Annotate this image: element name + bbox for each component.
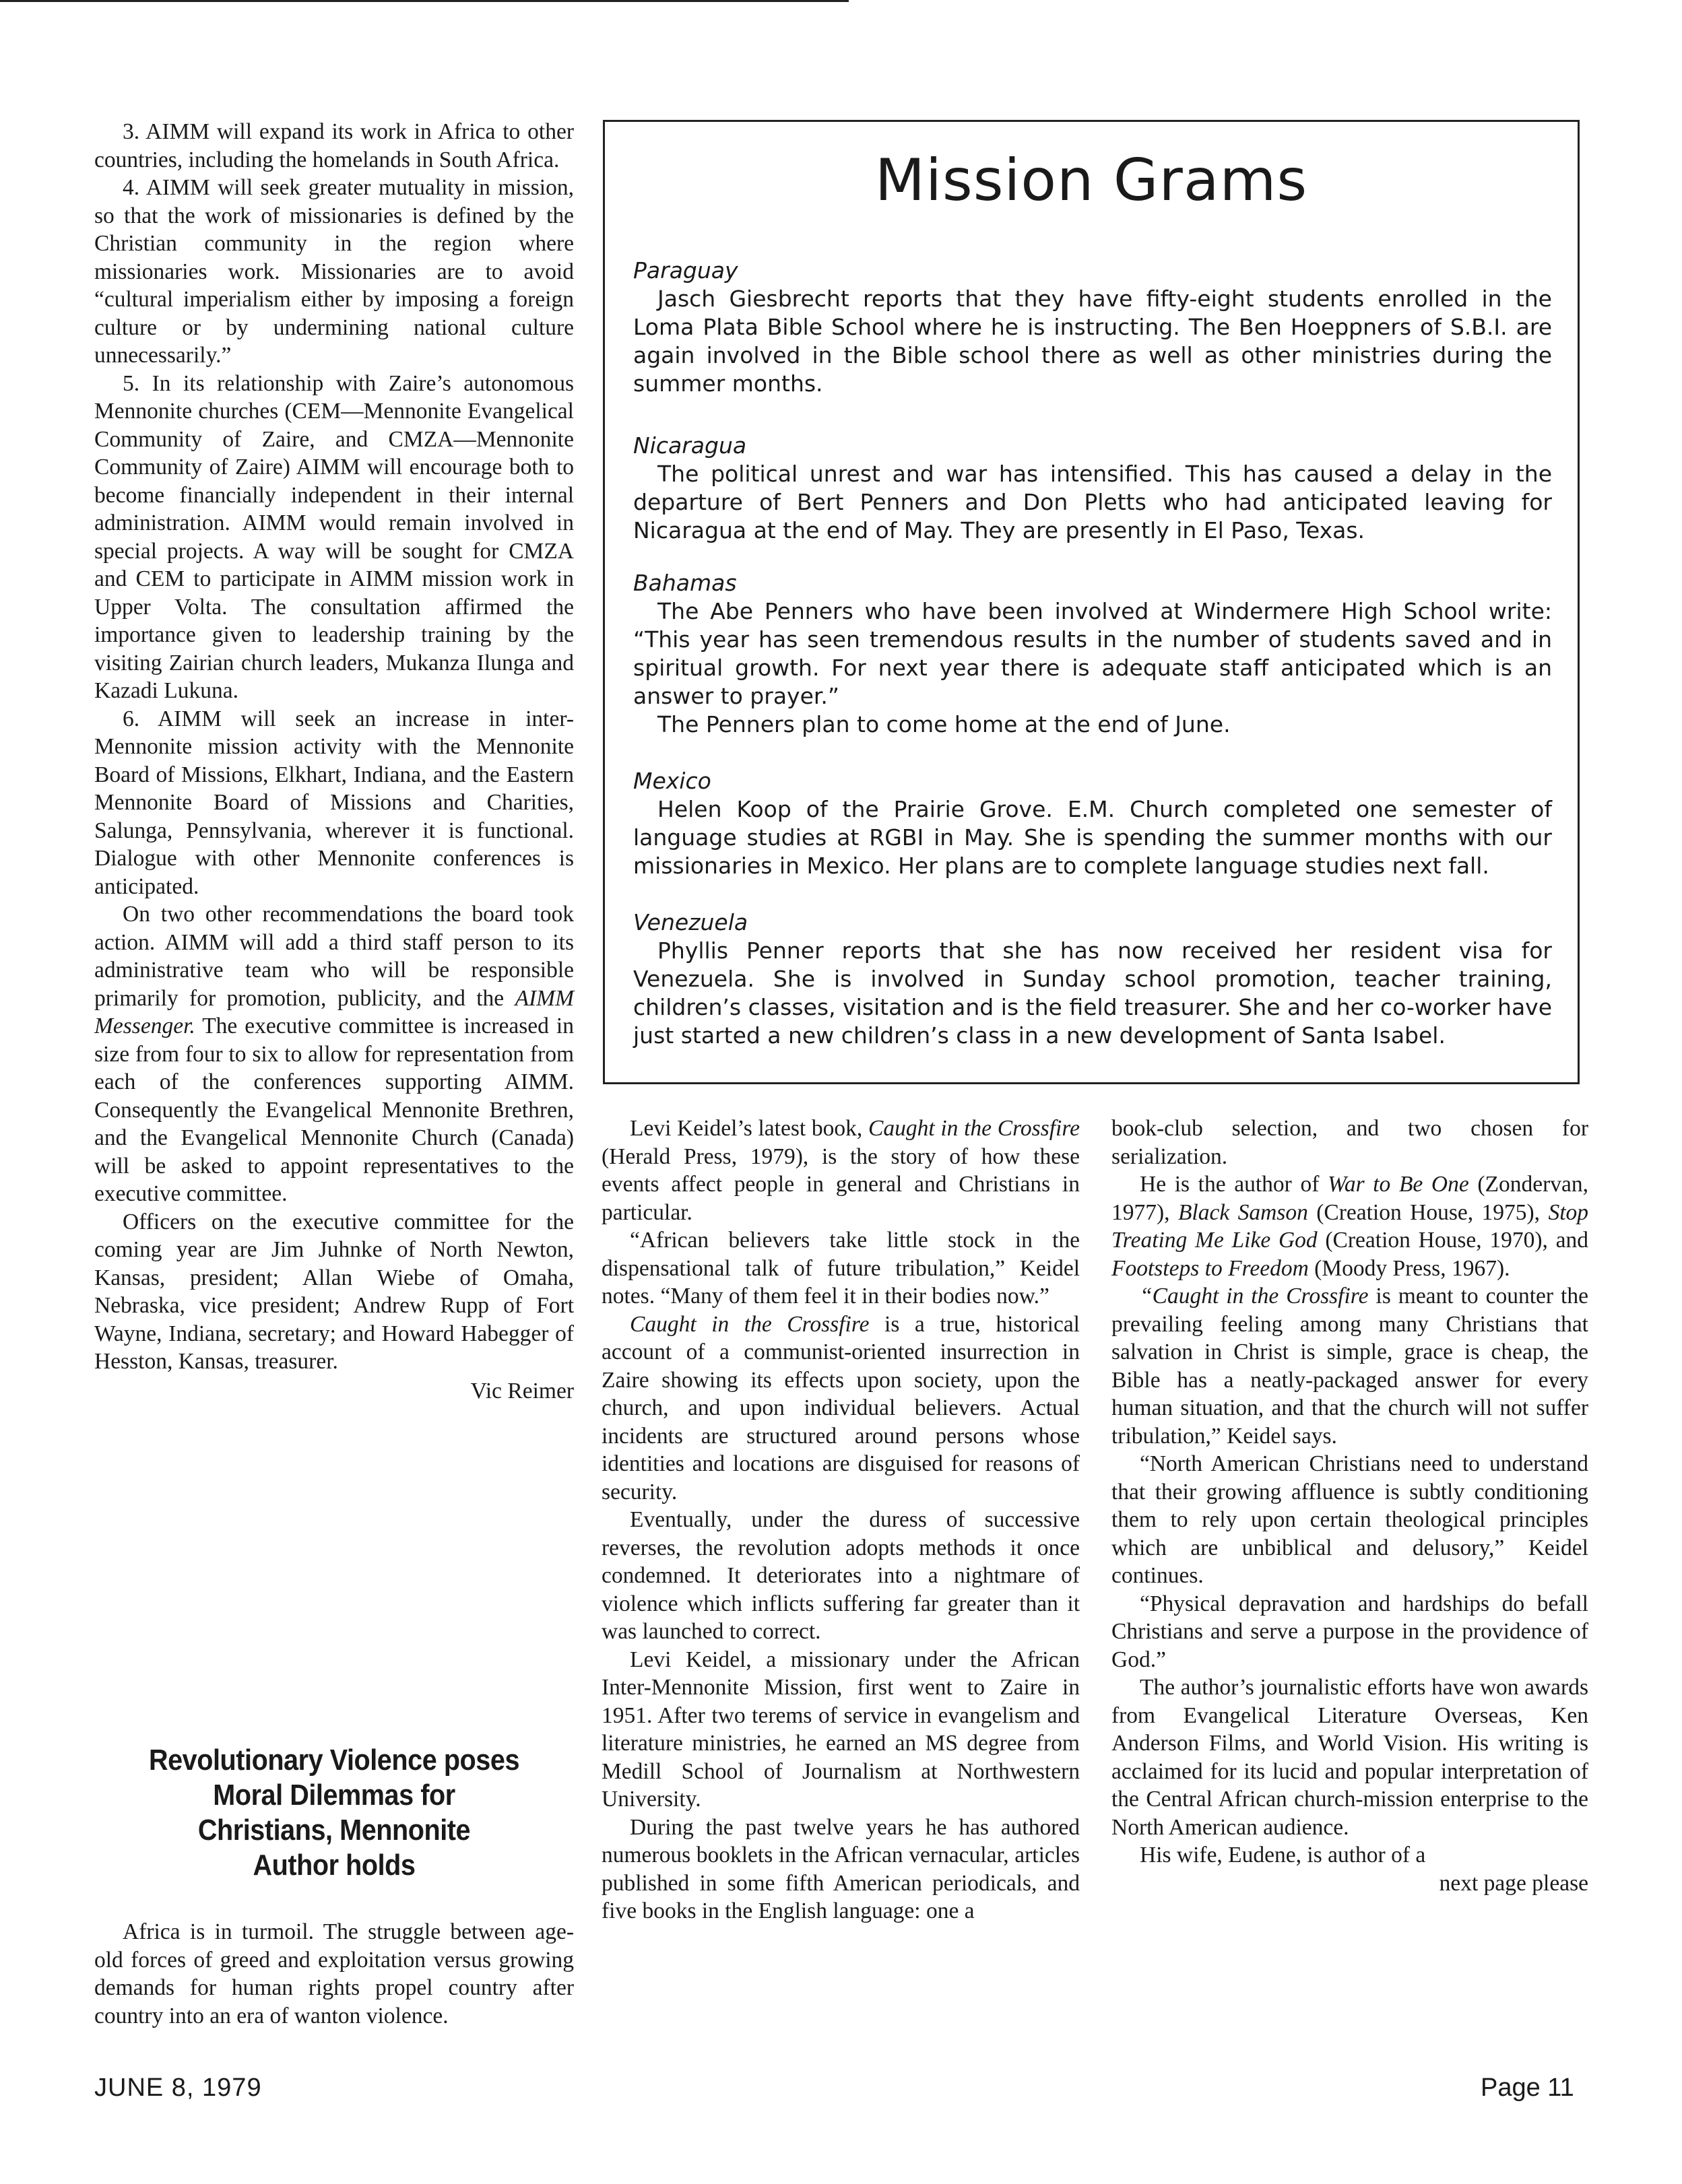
paragraph-item-5: 5. In its relationship with Zaire’s autonomous Mennonite churches (CEM—Mennonite Evangelical Community of Zaire, and CMZA—Mennonite Community of Zaire) AIMM will encourage both to become financially independent in their internal administration. AIMM would remain involved in special projects. A way will be sought for CMZA and CEM to participate in AIMM mission work in Upper Volta. The consultation affirmed the importance given to leadership training by the visiting Zairian church leaders, Mukanza Ilunga and Kazadi Lukuna. bbox=[94, 370, 574, 703]
paragraph: He is the author of War to Be One (Zondervan, 1977), Black Samson (Creation House, 1975), Stop Treating Me Like God (Creation House, 1970), and Footsteps to Freedom (Moody Press, 1967). bbox=[1111, 1172, 1589, 1281]
paragraph: “North American Christians need to understand that their growing affluence is subtly conditioning them to rely upon certain theological principles which are unbiblical and delusory,” Keidel continues. bbox=[1111, 1451, 1588, 1588]
mission-grams-title: Mission Grams bbox=[874, 147, 1308, 214]
paragraph: His wife, Eudene, is author of a bbox=[1140, 1843, 1426, 1867]
gram-place: Mexico bbox=[633, 768, 711, 794]
paragraph-item-6: 6. AIMM will seek an increase in inter-Mennonite mission activity with the Mennonite Board of Missions, Elkhart, Indiana, and the Eastern Mennonite Board of Missions and Charities, Salunga, Pennsylvania, wherever it is functional. Dialogue with other Mennonite conferences is anticipated. bbox=[94, 706, 574, 899]
paragraph: Eventually, under the duress of successive reverses, the revolution adopts methods it once condemned. It deteriorates into a nightmare of violence which inflicts suffering far greater than it was launched to correct. bbox=[602, 1507, 1080, 1644]
gram-place: Nicaragua bbox=[633, 432, 747, 459]
issue-date: JUNE 8, 1979 bbox=[94, 2074, 262, 2102]
paragraph: Caught in the Crossfire is a true, historical account of a communist-oriented insurrection in Zaire showing its effects upon society, upon the church, and upon individual believers. Actual incidents are structured around persons whose identities and locations are disguised for reasons of security. bbox=[602, 1311, 1080, 1504]
paragraph: “African believers take little stock in the dispensational talk of future tribulation,” Keidel notes. “Many of them feel it in their bodies now.” bbox=[602, 1228, 1080, 1309]
paragraph-officers: Officers on the executive committee for the coming year are Jim Juhnke of North Newton, Kansas, president; Allan Wiebe of Omaha, Nebraska, vice president; Andrew Rupp of Fort Wayne, Indiana, secretary; and Howard Habegger of Hesston, Kansas, treasurer. bbox=[94, 1209, 574, 1374]
paragraph: Levi Keidel, a missionary under the African Inter-Mennonite Mission, first went to Zaire in 1951. After two terems of service in evangelism and literature ministries, he earned an MS degree from Medill School of Journalism at Northwestern University. bbox=[602, 1647, 1080, 1812]
gram-mexico: Mexico Helen Koop of the Prairie Grove. E.M. Church completed one semester of language studies at RGBI in May. She is spending the summer months with our missionaries in Mexico. Her plans are to complete language studies next fall. bbox=[633, 768, 1552, 879]
gram-venezuela: Venezuela Phyllis Penner reports that she has now received her resident visa for Venezuela. She is involved in Sunday school promotion, teacher training, children’s classes, visitation and is the field treasurer. She and her co-worker have just started a new children’s class in a new development of Santa Isabel. bbox=[633, 909, 1552, 1049]
paragraph: During the past twelve years he has authored numerous booklets in the African vernacular, articles published in some fifth American periodicals, and five books in the English language: one a bbox=[602, 1814, 1080, 1923]
paragraph: book-club selection, and two chosen for serialization. bbox=[1111, 1116, 1588, 1169]
paragraph-recommendations: On two other recommendations the board took action. AIMM will add a third staff person to its administrative team who will be responsible primarily for promotion, publicity, and the AIMM Messenger. The executive committee is increased in size from four to six to allow for representation from each of the conferences supporting AIMM. Consequently the Evangelical Mennonite Brethren, and the Evangelical Mennonite Church (Canada) will be asked to appoint representatives to the executive committee. bbox=[94, 902, 574, 1206]
mission-grams-box bbox=[603, 120, 1580, 1084]
paragraph-item-3: 3. AIMM will expand its work in Africa to other countries, including the homelands in South Africa. bbox=[94, 119, 574, 172]
left-column bbox=[94, 118, 574, 1405]
gram-place: Paraguay bbox=[633, 257, 738, 284]
article-headline: Revolutionary Violence poses Moral Dilemmas for Christians, Mennonite Author holds bbox=[148, 1744, 520, 1882]
gram-paraguay: Paraguay Jasch Giesbrecht reports that they have fifty-eight students enrolled in the Loma Plata Bible School where he is instructing. The Ben Hoeppners of S.B.I. are again involved in the Bible school there as well as other ministries during the summer months. bbox=[633, 257, 1552, 397]
gram-place: Venezuela bbox=[633, 909, 748, 935]
paragraph: Levi Keidel’s latest book, Caught in the Crossfire (Herald Press, 1979), is the story of how these events affect people in general and Christians in particular. bbox=[602, 1116, 1080, 1225]
top-rule bbox=[0, 0, 849, 2]
paragraph-item-4: 4. AIMM will seek greater mutuality in mission, so that the work of missionaries is defined by the Christian community in the region where missionaries work. Missionaries are to avoid “cultural imperialism either by imposing a foreign culture or by undermining national culture unnecessarily.” bbox=[94, 175, 574, 368]
right-column bbox=[1111, 1115, 1588, 1897]
article-intro: Africa is in turmoil. The struggle between age-old forces of greed and exploitation versus growing demands for human rights propel country after country into an era of wanton violence. bbox=[94, 1919, 574, 2028]
paragraph: The author’s journalistic efforts have won awards from Evangelical Literature Overseas, Ken Anderson Films, and World Vision. His writing is acclaimed for its lucid and popular interpretation of the Central African church-mission enterprise to the North American audience. bbox=[1111, 1675, 1588, 1840]
middle-column bbox=[602, 1115, 1080, 1925]
gram-nicaragua: Nicaragua The political unrest and war has intensified. This has caused a delay in the departure of Bert Penners and Don Pletts who had anticipated leaving for Nicaragua at the end of May. They are presently in El Paso, Texas. bbox=[633, 432, 1552, 543]
paragraph: “Physical depravation and hardships do befall Christians and serve a purpose in the providence of God.” bbox=[1111, 1591, 1588, 1672]
page-number: Page 11 bbox=[1481, 2074, 1574, 2102]
author-signature: Vic Reimer bbox=[470, 1378, 574, 1403]
gram-place: Bahamas bbox=[633, 570, 737, 596]
next-page-note: next page please bbox=[1439, 1870, 1588, 1896]
gram-bahamas: Bahamas The Abe Penners who have been involved at Windermere High School write: “This year has seen tremendous results in the number of students saved and in spiritual growth. For next year there is adequate staff anticipated which is an answer to prayer.” The Penners plan to come home at the end of June. bbox=[633, 570, 1552, 737]
paragraph: “Caught in the Crossfire is meant to counter the prevailing feeling among many Christians that salvation in Christ is simple, grace is cheap, the Bible has a neatly-packaged answer for every human situation, and that the church will not suffer tribulation,” Keidel says. bbox=[1111, 1284, 1588, 1449]
